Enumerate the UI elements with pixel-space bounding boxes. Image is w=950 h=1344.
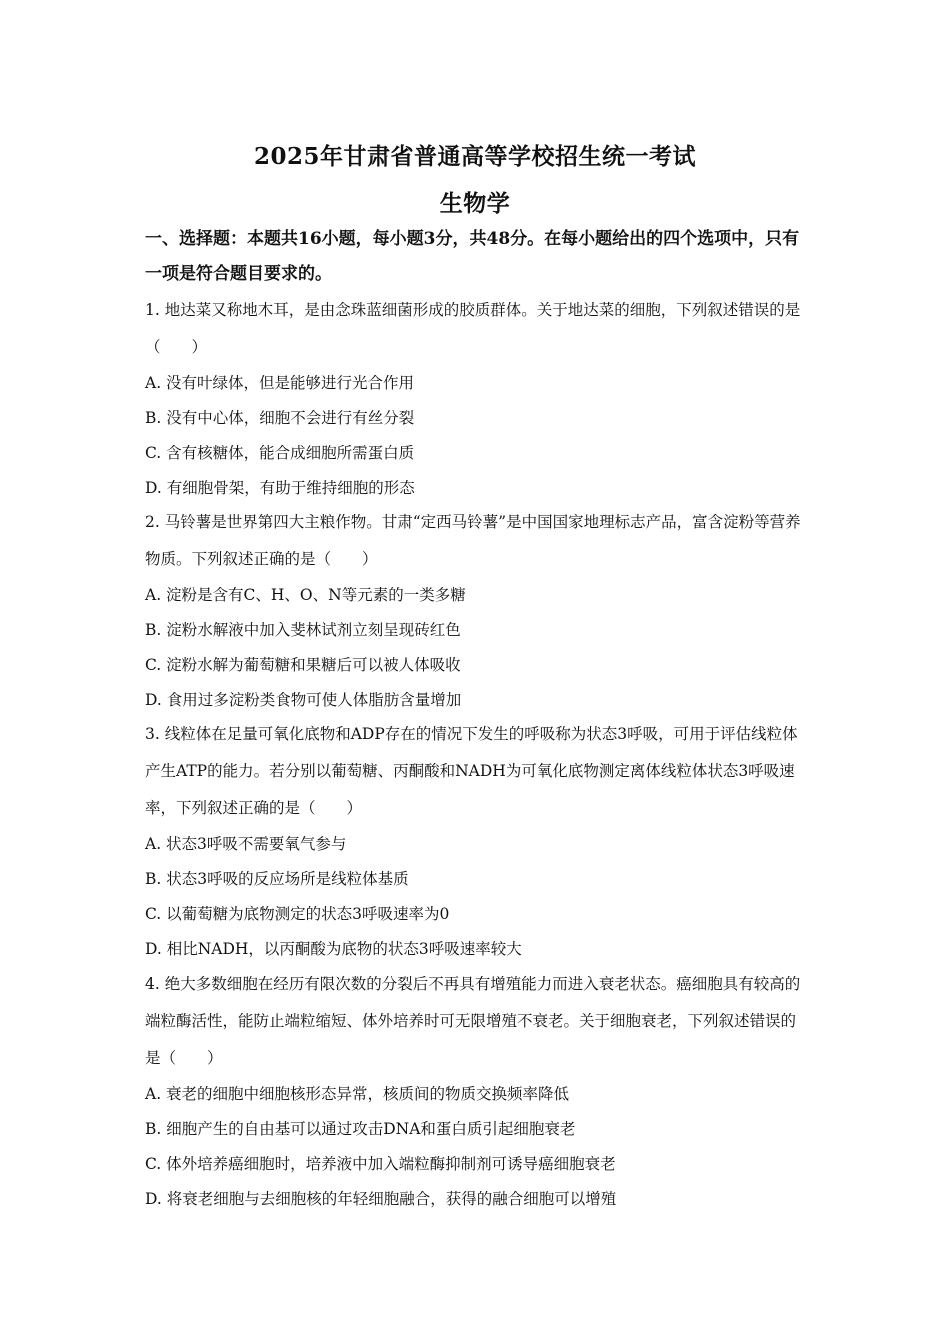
question-1 xyxy=(145,292,805,506)
question-3 xyxy=(145,716,805,967)
exam-subject: 生物学 xyxy=(439,190,511,217)
option-d: D. 相比NADH，以丙酮酸为底物的状态3呼吸速率较大 xyxy=(145,940,522,958)
option-a: A. 状态3呼吸不需要氧气参与 xyxy=(145,835,347,853)
option-c: C. 淀粉水解为葡萄糖和果糖后可以被人体吸收 xyxy=(145,656,461,674)
section-heading: 一、选择题：本题共16小题，每小题3分，共48分。在每小题给出的四个选项中，只有一项是符合题目要求的。 xyxy=(145,229,800,284)
option-d: D. 食用过多淀粉类食物可使人体脂肪含量增加 xyxy=(145,691,462,709)
option-c: C. 体外培养癌细胞时，培养液中加入端粒酶抑制剂可诱导癌细胞衰老 xyxy=(145,1155,616,1173)
option-a: A. 淀粉是含有C、H、O、N等元素的一类多糖 xyxy=(145,586,466,604)
question-stem: 4. 绝大多数细胞在经历有限次数的分裂后不再具有增殖能力而进入衰老状态。癌细胞具有较高的端粒酶活性，能防止端粒缩短、体外培养时可无限增殖不衰老。关于细胞衰老，下列叙述错误的是（ ） xyxy=(145,975,801,1067)
option-b: B. 状态3呼吸的反应场所是线粒体基质 xyxy=(145,870,409,888)
option-d: D. 有细胞骨架，有助于维持细胞的形态 xyxy=(145,479,415,497)
option-b: B. 淀粉水解液中加入斐林试剂立刻呈现砖红色 xyxy=(145,621,461,639)
exam-title: 2025年甘肃省普通高等学校招生统一考试 xyxy=(253,143,696,170)
option-a: A. 没有叶绿体，但是能够进行光合作用 xyxy=(145,374,415,392)
option-c: C. 含有核糖体，能合成细胞所需蛋白质 xyxy=(145,444,415,462)
question-4 xyxy=(145,966,805,1217)
option-b: B. 没有中心体，细胞不会进行有丝分裂 xyxy=(145,409,415,427)
question-stem: 1. 地达菜又称地木耳，是由念珠蓝细菌形成的胶质群体。关于地达菜的细胞，下列叙述错误的是（ ） xyxy=(145,301,801,356)
question-2 xyxy=(145,504,805,718)
option-a: A. 衰老的细胞中细胞核形态异常，核质间的物质交换频率降低 xyxy=(145,1085,570,1103)
question-stem: 2. 马铃薯是世界第四大主粮作物。甘肃“定西马铃薯”是中国国家地理标志产品，富含淀粉等营养物质。下列叙述正确的是（ ） xyxy=(145,513,801,568)
question-stem: 3. 线粒体在足量可氧化底物和ADP存在的情况下发生的呼吸称为状态3呼吸，可用于评估线粒体产生ATP的能力。若分别以葡萄糖、丙酮酸和NADH为可氧化底物测定离体线粒体状态3呼吸速率，下列叙述正确的是（ ） xyxy=(145,725,798,817)
option-b: B. 细胞产生的自由基可以通过攻击DNA和蛋白质引起细胞衰老 xyxy=(145,1120,576,1138)
option-c: C. 以葡萄糖为底物测定的状态3呼吸速率为0 xyxy=(145,905,450,923)
option-d: D. 将衰老细胞与去细胞核的年轻细胞融合，获得的融合细胞可以增殖 xyxy=(145,1190,617,1208)
